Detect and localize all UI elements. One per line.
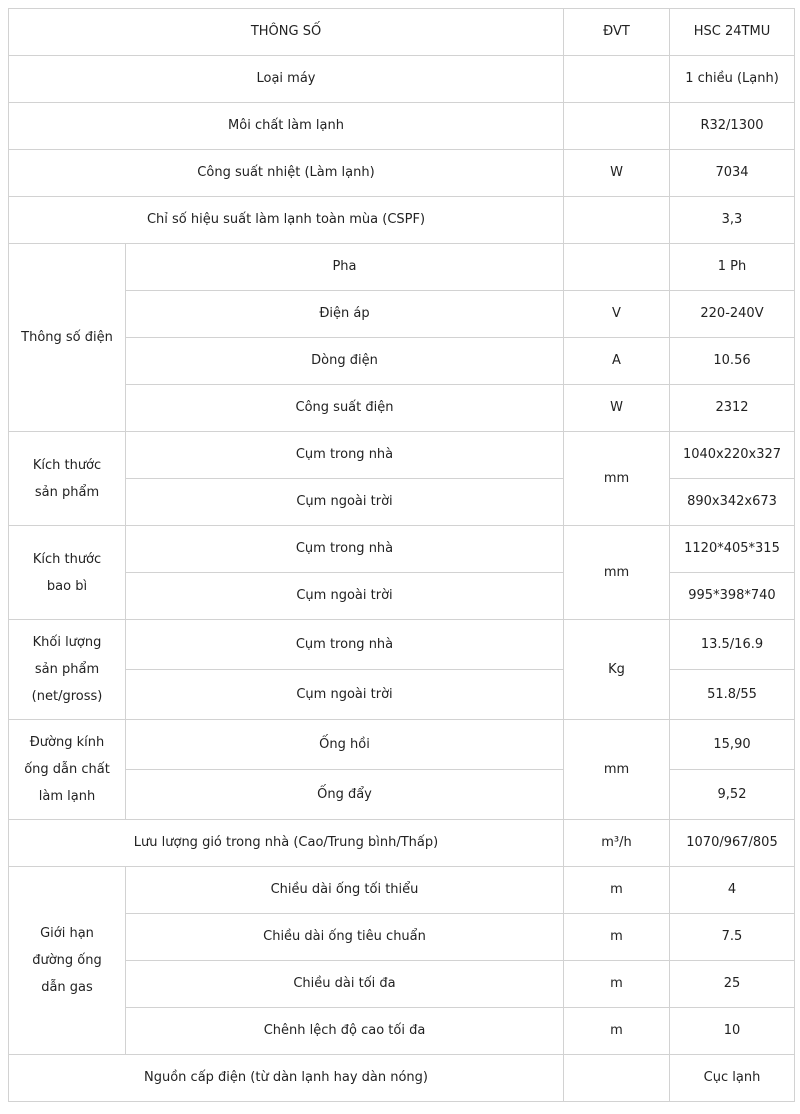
header-model: HSC 24TMU: [670, 9, 795, 56]
row-label: Điện áp: [126, 291, 564, 338]
row-value: 1120*405*315: [670, 526, 795, 573]
row-label: Loại máy: [9, 56, 564, 103]
table-row: [9, 385, 795, 432]
spec-table: [8, 8, 795, 1102]
row-unit: m: [564, 1008, 670, 1055]
table-row: [9, 914, 795, 961]
row-label: Chỉ số hiệu suất làm lạnh toàn mùa (CSPF): [9, 197, 564, 244]
row-unit: mm: [564, 526, 670, 620]
row-label: Chênh lệch độ cao tối đa: [126, 1008, 564, 1055]
row-unit: mm: [564, 432, 670, 526]
row-unit: [564, 103, 670, 150]
row-value: 1 Ph: [670, 244, 795, 291]
table-row: [9, 620, 795, 670]
group-label-product-size: Kích thước sản phẩm: [9, 432, 126, 526]
row-value: 995*398*740: [670, 573, 795, 620]
row-unit: m: [564, 914, 670, 961]
row-unit: [564, 244, 670, 291]
row-unit: mm: [564, 720, 670, 820]
row-label: Công suất điện: [126, 385, 564, 432]
table-row: [9, 197, 795, 244]
row-value: 220-240V: [670, 291, 795, 338]
row-unit: m³/h: [564, 820, 670, 867]
row-label: Lưu lượng gió trong nhà (Cao/Trung bình/Thấp): [9, 820, 564, 867]
row-label: Cụm trong nhà: [126, 620, 564, 670]
row-value: 10: [670, 1008, 795, 1055]
row-unit: m: [564, 867, 670, 914]
row-label: Cụm trong nhà: [126, 432, 564, 479]
table-row: [9, 291, 795, 338]
row-unit: [564, 56, 670, 103]
group-label-pipe-diameter: Đường kính ống dẫn chất làm lạnh: [9, 720, 126, 820]
group-label-weight: Khối lượng sản phẩm (net/gross): [9, 620, 126, 720]
row-value: 7.5: [670, 914, 795, 961]
row-unit: V: [564, 291, 670, 338]
row-label: Cụm trong nhà: [126, 526, 564, 573]
row-unit: [564, 1055, 670, 1102]
row-value: Cục lạnh: [670, 1055, 795, 1102]
table-row: [9, 961, 795, 1008]
row-value: 1 chiều (Lạnh): [670, 56, 795, 103]
row-unit: m: [564, 961, 670, 1008]
row-label: Chiều dài ống tối thiểu: [126, 867, 564, 914]
group-label-electric: Thông số điện: [9, 244, 126, 432]
header-param: THÔNG SỐ: [9, 9, 564, 56]
row-unit: [564, 197, 670, 244]
row-value: 1040x220x327: [670, 432, 795, 479]
table-row: [9, 770, 795, 820]
group-label-gas-pipe: Giới hạn đường ống dẫn gas: [9, 867, 126, 1055]
table-row: [9, 103, 795, 150]
table-row: [9, 867, 795, 914]
table-row: [9, 526, 795, 573]
row-unit: Kg: [564, 620, 670, 720]
table-row: [9, 820, 795, 867]
table-row: [9, 56, 795, 103]
row-value: 51.8/55: [670, 670, 795, 720]
row-label: Môi chất làm lạnh: [9, 103, 564, 150]
table-row: [9, 1055, 795, 1102]
row-value: 10.56: [670, 338, 795, 385]
row-unit: A: [564, 338, 670, 385]
row-value: 15,90: [670, 720, 795, 770]
table-row: [9, 720, 795, 770]
row-label: Ống hồi: [126, 720, 564, 770]
table-row: [9, 244, 795, 291]
row-label: Chiều dài ống tiêu chuẩn: [126, 914, 564, 961]
row-label: Nguồn cấp điện (từ dàn lạnh hay dàn nóng): [9, 1055, 564, 1102]
table-row: [9, 338, 795, 385]
header-unit: ĐVT: [564, 9, 670, 56]
header-row: [9, 9, 795, 56]
row-unit: W: [564, 385, 670, 432]
row-value: 3,3: [670, 197, 795, 244]
row-label: Dòng điện: [126, 338, 564, 385]
table-row: [9, 479, 795, 526]
group-label-package-size: Kích thước bao bì: [9, 526, 126, 620]
table-row: [9, 432, 795, 479]
row-unit: W: [564, 150, 670, 197]
table-row: [9, 573, 795, 620]
table-row: [9, 670, 795, 720]
row-label: Chiều dài tối đa: [126, 961, 564, 1008]
row-value: 890x342x673: [670, 479, 795, 526]
row-value: 4: [670, 867, 795, 914]
row-value: 25: [670, 961, 795, 1008]
row-value: 1070/967/805: [670, 820, 795, 867]
row-value: 13.5/16.9: [670, 620, 795, 670]
row-value: R32/1300: [670, 103, 795, 150]
row-label: Cụm ngoài trời: [126, 670, 564, 720]
table-row: [9, 150, 795, 197]
row-value: 9,52: [670, 770, 795, 820]
row-label: Cụm ngoài trời: [126, 573, 564, 620]
row-label: Pha: [126, 244, 564, 291]
row-value: 2312: [670, 385, 795, 432]
row-label: Ống đẩy: [126, 770, 564, 820]
row-label: Công suất nhiệt (Làm lạnh): [9, 150, 564, 197]
row-label: Cụm ngoài trời: [126, 479, 564, 526]
row-value: 7034: [670, 150, 795, 197]
table-row: [9, 1008, 795, 1055]
